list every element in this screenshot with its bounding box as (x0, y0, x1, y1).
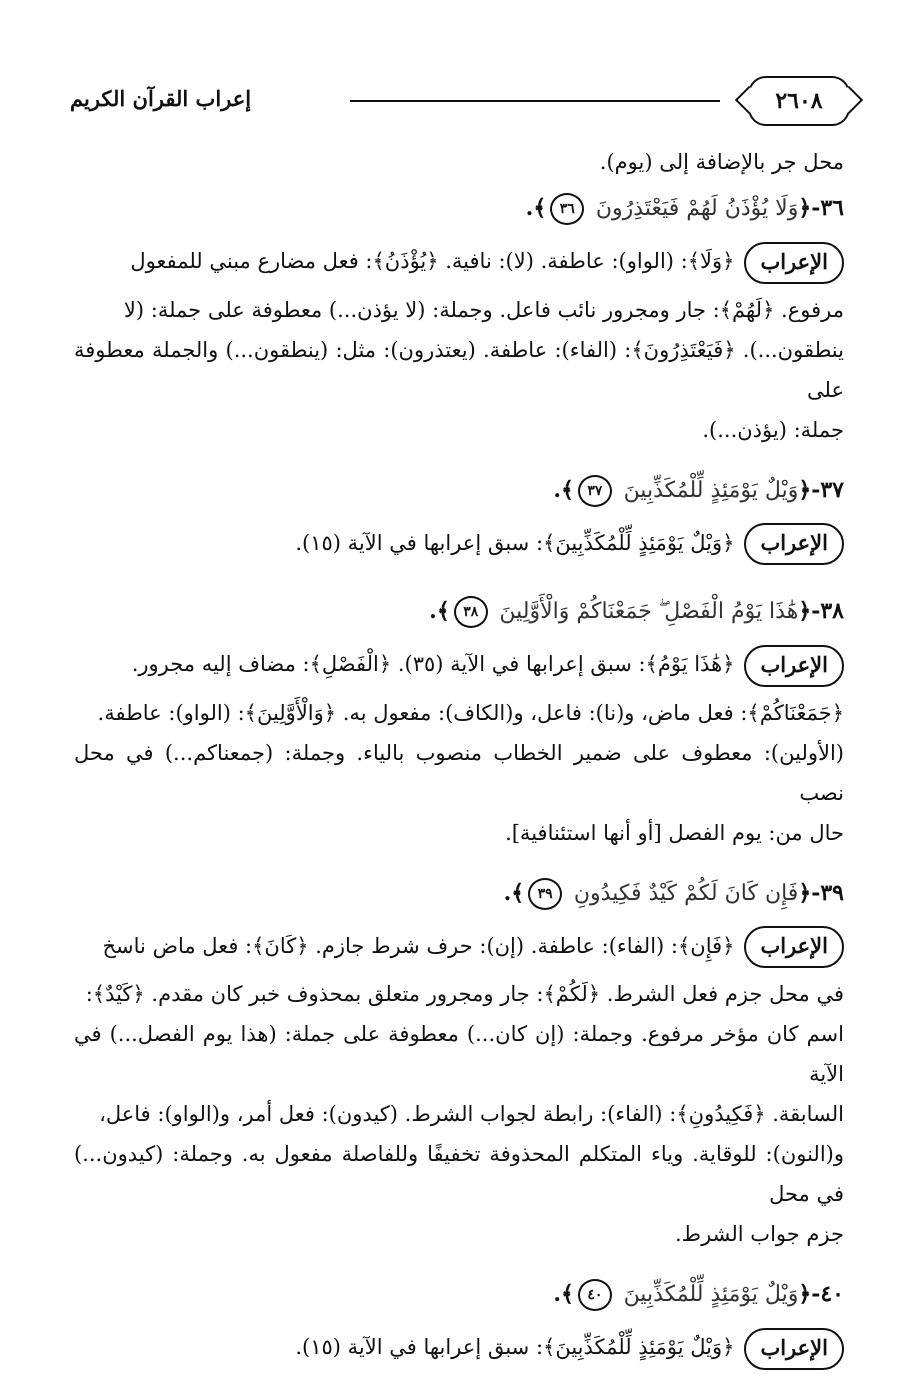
irab-badge: الإعراب (744, 242, 844, 284)
ayah-number-marker: ٣٨ (454, 596, 488, 628)
irab-badge: الإعراب (744, 926, 844, 968)
book-title: إعراب القرآن الكريم (70, 86, 252, 111)
ayah-number-marker: ٣٩ (528, 878, 562, 910)
irab-badge: الإعراب (744, 645, 844, 687)
page-body (74, 142, 844, 1376)
irab-line (74, 926, 844, 969)
irab-line: جملة: (يؤذن...). (702, 417, 844, 442)
irab-line: و(النون): للوقاية. وياء المتكلم المحذوفة تخفيفًا وللفاصلة مفعول به. وجملة: (كيدون...) في محل (74, 1142, 844, 1206)
irab-line (74, 241, 844, 284)
irab-text: ﴿وَلَا﴾: (الواو): عاطفة. (لا): نافية. ﴿يُؤْذَنُ﴾: فعل مضارع مبني للمفعول (130, 249, 735, 273)
verse-text: وَيْلٌ يَوْمَئِذٍ لِّلْمُكَذِّبِينَ (623, 1282, 799, 1307)
irab-line: حال من: يوم الفصل [أو أنها استئنافية]. (505, 820, 844, 845)
irab-line: ﴿جَمَعْنَاكُمْ﴾: فعل ماض، و(نا): فاعل، و(الكاف): مفعول به. ﴿وَالْأَوَّلِينَ﴾: (الواو): عاطفة. (97, 700, 844, 725)
ayah-number-marker: ٣٧ (578, 475, 612, 507)
verse-text: هَٰذَا يَوْمُ الْفَصْلِ ۖ جَمَعْنَاكُمْ وَالْأَوَّلِينَ (499, 599, 799, 624)
irab-badge: الإعراب (744, 1328, 844, 1370)
verse-number: ٤٠- (811, 1281, 844, 1307)
verse-heading: ٣٨-﴿هَٰذَا يَوْمُ الْفَصْلِ ۖ جَمَعْنَاكُمْ وَالْأَوَّلِينَ ٣٨﴾. (74, 591, 844, 632)
irab-text: ﴿فَإِن﴾: (الفاء): عاطفة. (إن): حرف شرط جازم. ﴿كَانَ﴾: فعل ماض ناسخ (102, 933, 735, 958)
verse-text: فَإِن كَانَ لَكُمْ كَيْدٌ فَكِيدُونِ (573, 880, 799, 906)
verse-text: وَلَا يُؤْذَنُ لَهُمْ فَيَعْتَذِرُونَ (595, 196, 799, 221)
irab-line: اسم كان مؤخر مرفوع. وجملة: (إن كان...) معطوفة على جملة: (هذا يوم الفصل...) في الآية (74, 1022, 844, 1086)
verse-number: ٣٦- (811, 195, 844, 221)
verse-block-40 (74, 1274, 844, 1370)
irab-line (74, 523, 844, 566)
irab-badge: الإعراب (744, 523, 844, 565)
ayah-number-marker: ٤٠ (578, 1279, 612, 1311)
irab-line: جزم جواب الشرط. (674, 1222, 844, 1246)
verse-block-39 (74, 873, 844, 1255)
verse-block-37 (74, 470, 844, 566)
verse-block-38 (74, 591, 844, 853)
verse-number: ٣٩- (811, 879, 844, 906)
verse-block-36 (74, 188, 844, 450)
irab-line: ينطقون...). ﴿فَيَعْتَذِرُونَ﴾: (الفاء): عاطفة. (يعتذرون): مثل: (ينطقون...) والجملة معطوفة على (74, 337, 844, 402)
irab-line: (الأولين): معطوف على ضمير الخطاب منصوب بالياء. وجملة: (جمعناكم...) في محل نصب (74, 740, 844, 805)
page-number: ٢٦٠٨ (748, 76, 850, 126)
verse-heading: ٣٩-﴿فَإِن كَانَ لَكُمْ كَيْدٌ فَكِيدُونِ ٣٩﴾. (74, 873, 844, 914)
verse-number: ٣٨- (811, 598, 844, 624)
intro-line: محل جر بالإضافة إلى (يوم). (599, 150, 844, 174)
irab-line: السابقة. ﴿فَكِيدُونِ﴾: (الفاء): رابطة لجواب الشرط. (كيدون): فعل أمر، و(الواو): فاعل، (99, 1102, 844, 1126)
irab-line: مرفوع. ﴿لَهُمْ﴾: جار ومجرور نائب فاعل. وجملة: (لا يؤذن...) معطوفة على جملة: (لا (123, 297, 844, 322)
irab-text: ﴿وَيْلٌ يَوْمَئِذٍ لِّلْمُكَذِّبِينَ﴾: سبق إعرابها في الآية (١٥). (295, 530, 735, 555)
verse-text: وَيْلٌ يَوْمَئِذٍ لِّلْمُكَذِّبِينَ (623, 477, 799, 503)
verse-heading: ٣٦-﴿وَلَا يُؤْذَنُ لَهُمْ فَيَعْتَذِرُونَ ٣٦﴾. (74, 188, 844, 229)
irab-text: ﴿وَيْلٌ يَوْمَئِذٍ لِّلْمُكَذِّبِينَ﴾: سبق إعرابها في الآية (١٥). (295, 1335, 735, 1359)
verse-heading: ٤٠-﴿وَيْلٌ يَوْمَئِذٍ لِّلْمُكَذِّبِينَ ٤٠﴾. (74, 1274, 844, 1315)
header-divider (350, 100, 720, 102)
irab-text: ﴿هَٰذَا يَوْمُ﴾: سبق إعرابها في الآية (٣٥). ﴿الْفَصْلِ﴾: مضاف إليه مجرور. (131, 652, 735, 676)
verse-heading: ٣٧-﴿وَيْلٌ يَوْمَئِذٍ لِّلْمُكَذِّبِينَ ٣٧﴾. (74, 470, 844, 511)
ayah-number-marker: ٣٦ (550, 193, 584, 225)
page-header (60, 76, 850, 126)
irab-line (74, 1327, 844, 1370)
irab-line: في محل جزم فعل الشرط. ﴿لَكُمْ﴾: جار ومجرور متعلق بمحذوف خبر كان مقدم. ﴿كَيْدٌ﴾: (85, 982, 844, 1006)
irab-line (74, 644, 844, 687)
verse-number: ٣٧- (811, 476, 844, 503)
